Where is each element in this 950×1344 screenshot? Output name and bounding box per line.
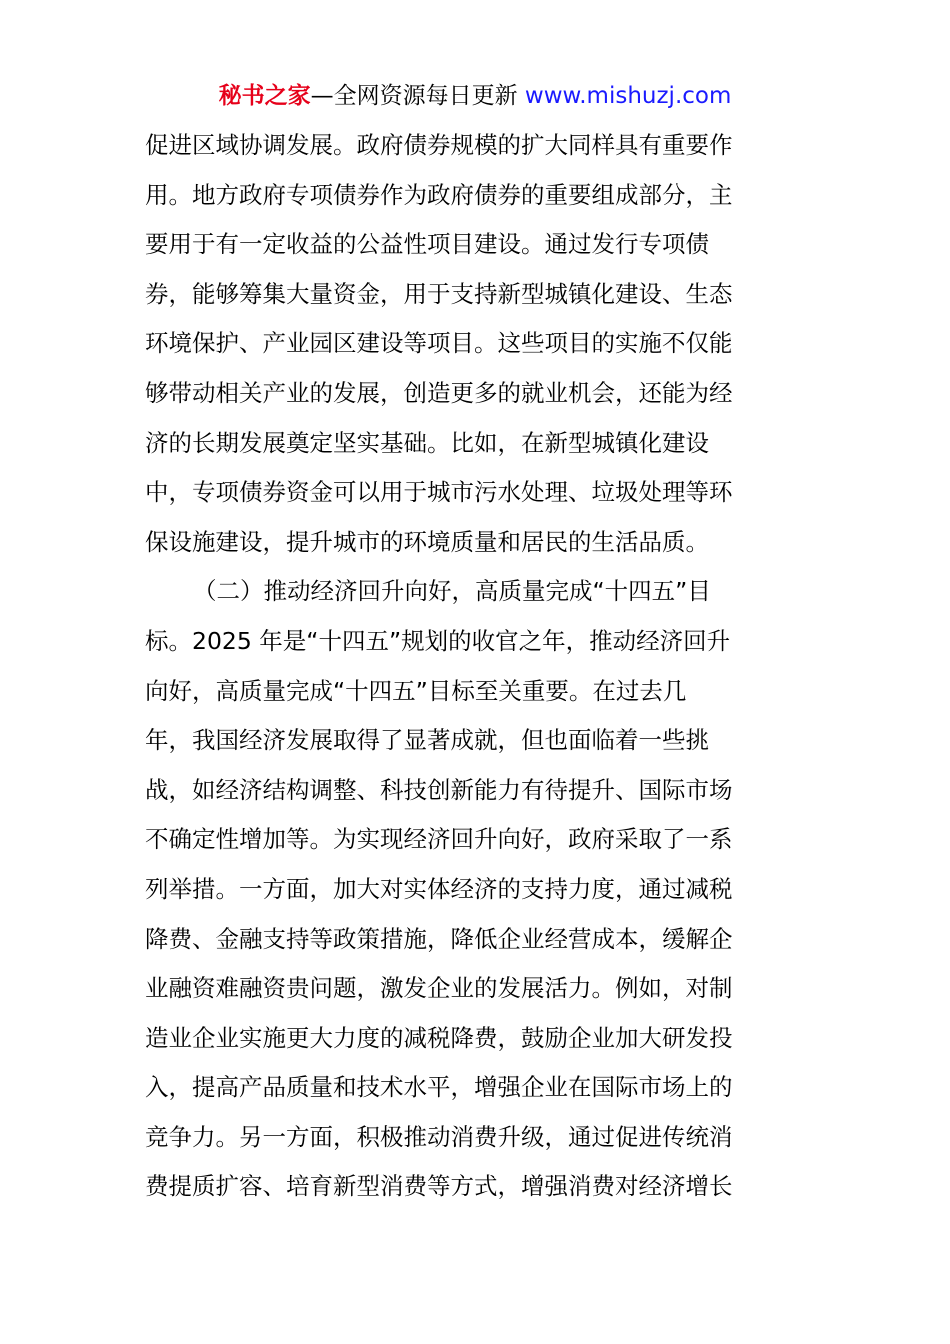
text-line: 入，提高产品质量和技术水平，增强企业在国际市场上的 bbox=[145, 1073, 733, 1102]
text-line: 竞争力。另一方面，积极推动消费升级，通过促进传统消 bbox=[145, 1122, 733, 1151]
text-line: 中，专项债券资金可以用于城市污水处理、垃圾处理等环 bbox=[145, 478, 733, 507]
text-line: 向好，高质量完成“十四五”目标至关重要。在过去几 bbox=[145, 676, 687, 705]
text-line: 业融资难融资贵问题，激发企业的发展活力。例如，对制 bbox=[145, 974, 733, 1003]
text-line: 战，如经济结构调整、科技创新能力有待提升、国际市场 bbox=[145, 775, 733, 804]
text-line: 不确定性增加等。为实现经济回升向好，政府采取了一系 bbox=[145, 825, 733, 854]
header-tagline: —全网资源每日更新 bbox=[310, 83, 518, 109]
text-line: 要用于有一定收益的公益性项目建设。通过发行专项债 bbox=[145, 230, 709, 259]
text-line: 济的长期发展奠定坚实基础。比如，在新型城镇化建设 bbox=[145, 428, 709, 457]
text-line: 环境保护、产业园区建设等项目。这些项目的实施不仅能 bbox=[145, 329, 733, 358]
text-line: 够带动相关产业的发展，创造更多的就业机会，还能为经 bbox=[145, 378, 733, 407]
text-line: 费提质扩容、培育新型消费等方式，增强消费对经济增长 bbox=[145, 1172, 733, 1201]
text-line: 年，我国经济发展取得了显著成就，但也面临着一些挑 bbox=[145, 726, 709, 755]
text-line: 标。2025 年是“十四五”规划的收官之年，推动经济回升 bbox=[145, 626, 731, 655]
page-header bbox=[0, 80, 950, 112]
text-line: 促进区域协调发展。政府债券规模的扩大同样具有重要作 bbox=[145, 131, 733, 159]
document-body bbox=[145, 121, 825, 1212]
text-line: 保设施建设，提升城市的环境质量和居民的生活品质。 bbox=[145, 527, 709, 556]
header-brand: 秘书之家 bbox=[218, 83, 311, 109]
header-url-link[interactable]: www.mishuzj.com bbox=[524, 83, 732, 109]
section-heading-line: （二）推动经济回升向好，高质量完成“十四五”目 bbox=[193, 577, 711, 606]
text-line: 造业企业实施更大力度的减税降费，鼓励企业加大研发投 bbox=[145, 1023, 733, 1052]
text-line: 列举措。一方面，加大对实体经济的支持力度，通过减税 bbox=[145, 874, 733, 903]
text-line: 用。地方政府专项债券作为政府债券的重要组成部分，主 bbox=[145, 180, 733, 209]
text-line: 券，能够筹集大量资金，用于支持新型城镇化建设、生态 bbox=[145, 279, 733, 308]
text-line: 降费、金融支持等政策措施，降低企业经营成本，缓解企 bbox=[145, 924, 733, 953]
